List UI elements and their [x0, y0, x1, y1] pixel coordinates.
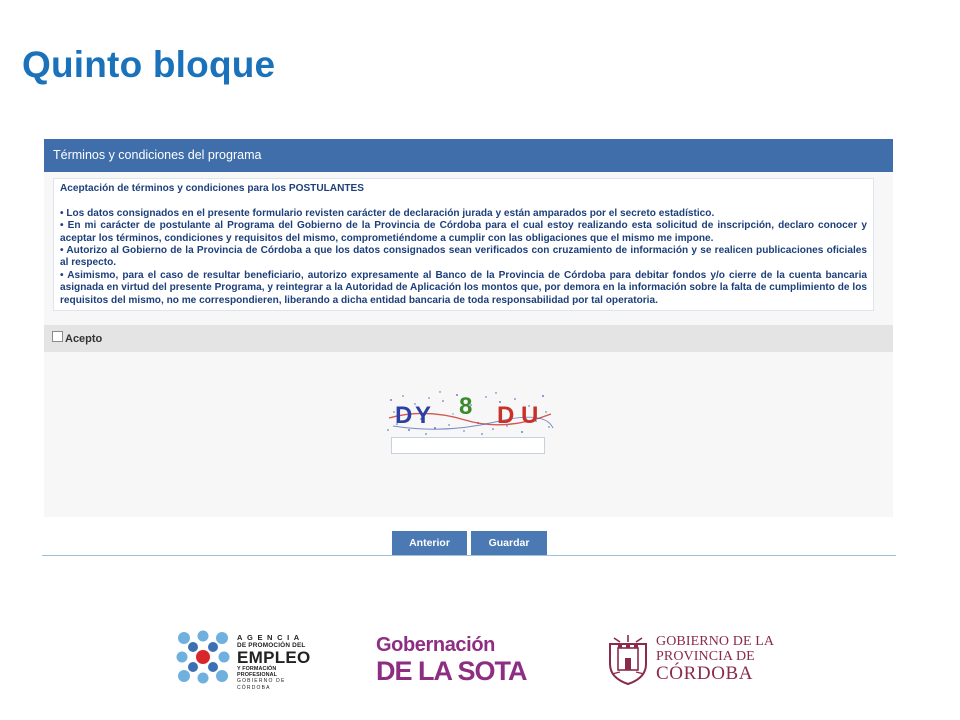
svg-text:Y: Y	[415, 402, 432, 429]
agencia-line: Y FORMACIÓN PROFESIONAL	[237, 666, 278, 678]
captcha-input[interactable]	[391, 437, 545, 454]
cordoba-shield-icon	[606, 634, 650, 686]
divider	[42, 555, 896, 556]
gobernacion-line: DE LA SOTA	[376, 656, 527, 686]
agencia-line: EMPLEO	[237, 648, 311, 667]
terms-bullet: • Autorizo al Gobierno de la Provincia de Córdoba a que los datos consignados sean verificados con cruzamiento de información y se realicen publicaciones oficiales al respecto.	[60, 245, 867, 269]
terms-bullet: • En mi carácter de postulante al Programa del Gobierno de la Provincia de Córdoba para el cual estoy realizando esta solicitud de inscripción, declaro conocer y aceptar los términos, condiciones y requisitos del mismo, comprometiéndome a cumplir con las obligaciones que el mismo me impone.	[60, 220, 867, 244]
cordoba-line: CÓRDOBA	[656, 663, 754, 684]
terms-heading: Aceptación de términos y condiciones para los POSTULANTES	[60, 183, 365, 194]
accept-label[interactable]: Acepto	[65, 333, 103, 345]
cordoba-line: PROVINCIA DE	[656, 649, 755, 664]
svg-text:D: D	[395, 402, 413, 429]
terms-form-panel	[44, 139, 893, 517]
gobierno-cordoba-logo	[606, 632, 778, 688]
agencia-line: DE PROMOCIÓN DEL	[237, 642, 306, 649]
accept-row	[44, 325, 893, 352]
gobernacion-line: Gobernación	[376, 634, 495, 656]
accept-checkbox[interactable]	[52, 331, 63, 342]
panel-header: Términos y condiciones del programa	[44, 139, 893, 172]
agencia-dots-icon	[176, 630, 230, 684]
captcha-image	[385, 390, 555, 436]
terms-bullet: • Los datos consignados en el presente formulario revisten carácter de declaración jurada y están amparados por el secreto estadístico.	[60, 207, 715, 219]
agencia-line: GOBIERNO DE CÓRDOBA	[237, 678, 286, 691]
previous-button[interactable]: Anterior	[392, 531, 467, 556]
slide-title: Quinto bloque	[22, 44, 276, 85]
svg-text:D: D	[497, 402, 515, 429]
terms-text-box[interactable]	[53, 178, 874, 311]
agencia-line: AGENCIA	[237, 633, 304, 642]
agencia-empleo-logo	[176, 630, 316, 691]
gobernacion-logo	[376, 633, 568, 689]
terms-bullet: • Asimismo, para el caso de resultar beneficiario, autorizo expresamente al Banco de la Provincia de Córdoba para debitar fondos y/o cierre de la cuenta bancaria asignada en virtud del presente Programa, y reintegrar a la Autoridad de Aplicación los montos que, por demora en la información sobre la falta de cumplimiento de los requisitos del mismo, no me correspondieren, liberando a dicha entidad bancaria de toda responsabilidad por tal operatoria.	[60, 269, 867, 306]
cordoba-line: GOBIERNO DE LA	[656, 634, 775, 649]
svg-text:8: 8	[459, 393, 473, 420]
save-button[interactable]: Guardar	[471, 531, 547, 556]
svg-text:U: U	[521, 402, 539, 429]
